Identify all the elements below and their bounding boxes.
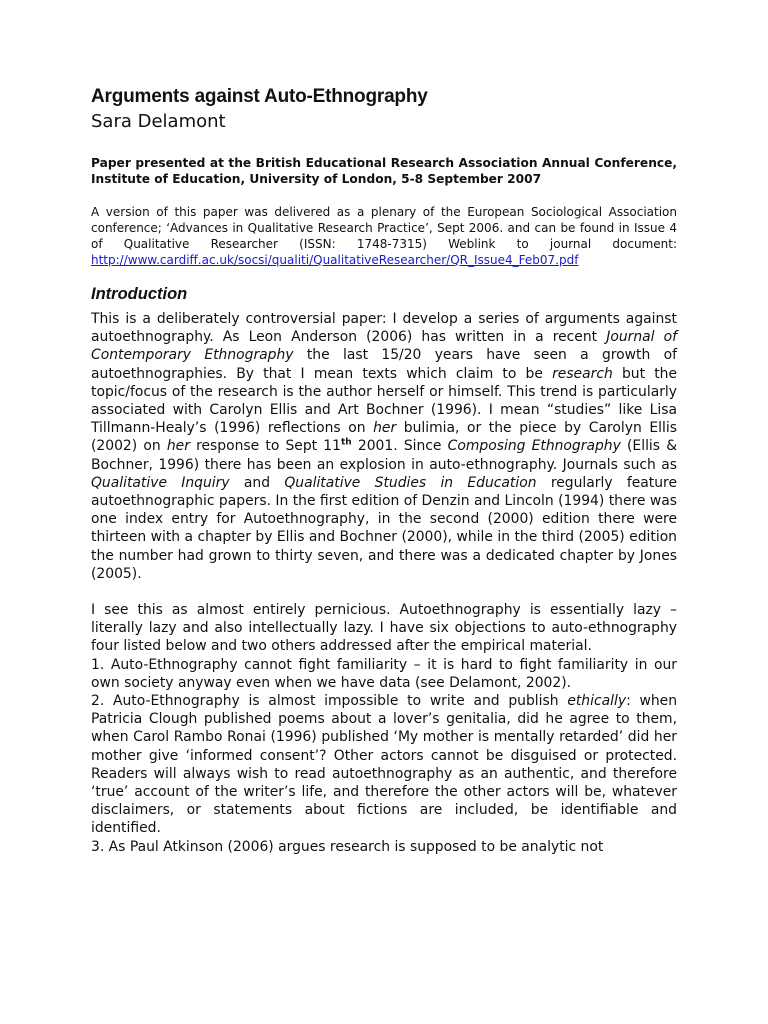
section-heading-introduction: Introduction <box>91 285 188 303</box>
intro-paragraph-2: I see this as almost entirely pernicious. Autoethnography is essentially lazy – literally lazy and also intellectually lazy. I have six objections to auto-ethnography four listed below and two others addressed after the empirical material. <box>91 602 677 655</box>
objection-2: 2. Auto-Ethnography is almost impossible to write and publish ethically: when Patricia Clough published poems about a lover’s genitalia, did he agree to them, when Carol Rambo Ronai (1996) published ‘My mother is mentally retarded’ did her mother give ‘informed consent’? Other actors cannot be disguised or protected. Readers will always wish to read autoethnography as an authentic, and therefore ‘true’ account of the writer’s life, and therefore the other actors will be, whatever disclaimers, or statements about fictions are included, be identifiable and identified. <box>91 693 677 837</box>
version-text: A version of this paper was delivered as a plenary of the European Sociological Association conference; ‘Advances in Qualitative Research Practice’, Sept 2006. and can be found in Issue 4 of Qualitative Researcher (ISSN: 1748-7315) Weblink to journal document: <box>91 205 677 251</box>
objection-1: 1. Auto-Ethnography cannot fight familiarity – it is hard to fight familiarity in our own society anyway even when we have data (see Delamont, 2002). <box>91 656 677 691</box>
author-name: Sara Delamont <box>91 111 226 132</box>
paper-page <box>91 86 677 856</box>
objection-3: 3. As Paul Atkinson (2006) argues research is supposed to be analytic not <box>91 838 604 855</box>
presentation-note: Paper presented at the British Educational Research Association Annual Conference, Institute of Education, University of London, 5-8 September 2007 <box>91 156 677 186</box>
intro-paragraph-1: This is a deliberately controversial paper: I develop a series of arguments against autoethnography. As Leon Anderson (2006) has written in a recent Journal of Contemporary Ethnography the last 15/20 years have seen a growth of autoethnographies. By that I mean texts which claim to be research but the topic/focus of the research is the author herself or himself. This trend is particularly associated with Carolyn Ellis and Art Bochner (1996). I mean “studies” like Lisa Tillmann-Healy’s (1996) reflections on her bulimia, or the piece by Carolyn Ellis (2002) on her response to Sept 11th 2001. Since Composing Ethnography (Ellis & Bochner, 1996) there has been an explosion in auto-ethnography. Journals such as Qualitative Inquiry and Qualitative Studies in Education regularly feature autoethnographic papers. In the first edition of Denzin and Lincoln (1994) there was one index entry for Autoethnography, in the second (2000) edition there were thirteen with a chapter by Ellis and Bochner (2000), while in the third (2005) edition the number had grown to thirty seven, and there was a dedicated chapter by Jones (2005). <box>91 311 678 582</box>
journal-link[interactable]: http://www.cardiff.ac.uk/socsi/qualiti/QualitativeResearcher/QR_Issue4_Feb07.pdf <box>91 253 579 267</box>
paper-title: Arguments against Auto-Ethnography <box>91 86 428 107</box>
version-note <box>91 204 677 268</box>
